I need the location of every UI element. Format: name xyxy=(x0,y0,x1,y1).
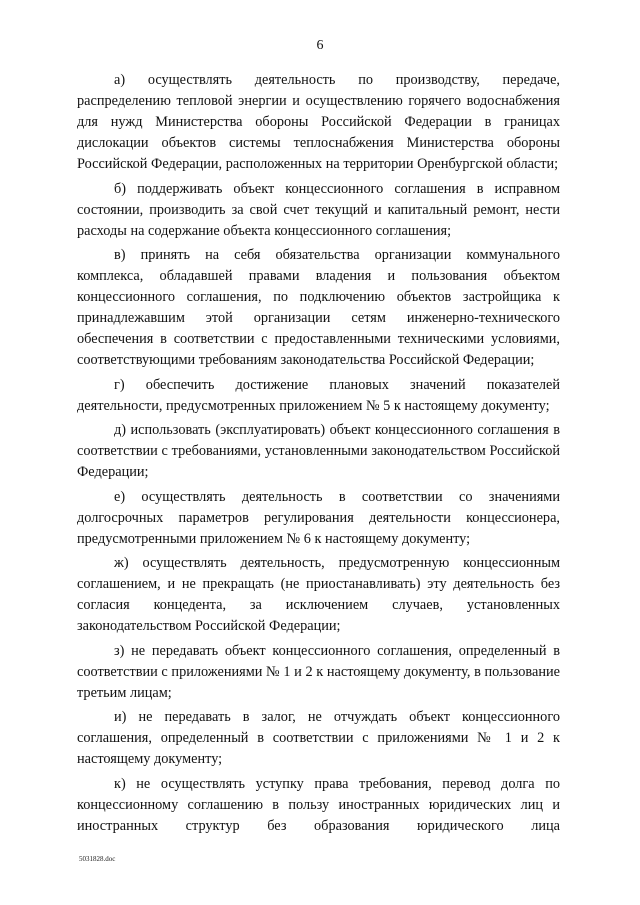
paragraph-e: е) осуществлять деятельность в соответствии со значениями долгосрочных параметров регулирования деятельности концессионера, предусмотренными приложением № 6 к настоящему документу; xyxy=(77,488,560,547)
paragraph-a: а) осуществлять деятельность по производству, передаче, распределению тепловой энергии и осуществлению горячего водоснабжения для нужд Министерства обороны Российской Федерации в границах дислокации объектов системы теплоснабжения Министерства обороны Российской Федерации, расположенных на территории Оренбургской области; xyxy=(77,72,560,172)
page-number: 6 xyxy=(316,38,324,53)
paragraph-zh: ж) осуществлять деятельность, предусмотренную концессионным соглашением, и не прекращать (не приостанавливать) эту деятельность без согласия концедента, за исключением случаев, установленных законодательством Российской Федерации; xyxy=(77,555,560,634)
paragraph-v: в) принять на себя обязательства организации коммунального комплекса, обладавшей правами владения и пользования объектом концессионного соглашения, по подключению объектов застройщика к принадлежавшим этой организации сетям инженерно-технического обеспечения в соответствии с предоставленными техническими условиями, соответствующими требованиям законодательства Российской Федерации; xyxy=(77,247,560,368)
file-code-footer: 5031828.doc xyxy=(79,855,116,863)
paragraph-d: д) использовать (эксплуатировать) объект концессионного соглашения в соответствии с требованиями, установленными законодательством Российской Федерации; xyxy=(77,422,560,480)
document-body xyxy=(77,70,560,840)
paragraph-z: з) не передавать объект концессионного соглашения, определенный в соответствии с приложениями № 1 и 2 к настоящему документу, в пользование третьим лицам; xyxy=(77,642,560,701)
paragraph-k: к) не осуществлять уступку права требования, перевод долга по концессионному соглашению в пользу иностранных юридических лиц и иностранных структур без образования юридического лица xyxy=(77,775,560,834)
paragraph-b: б) поддерживать объект концессионного соглашения в исправном состоянии, производить за свой счет текущий и капитальный ремонт, нести расходы на содержание объекта концессионного соглашения; xyxy=(77,180,560,239)
paragraph-g: г) обеспечить достижение плановых значений показателей деятельности, предусмотренных приложением № 5 к настоящему документу; xyxy=(77,376,560,414)
paragraph-i: и) не передавать в залог, не отчуждать объект концессионного соглашения, определенный в соответствии с приложениями № 1 и 2 к настоящему документу; xyxy=(77,709,560,767)
